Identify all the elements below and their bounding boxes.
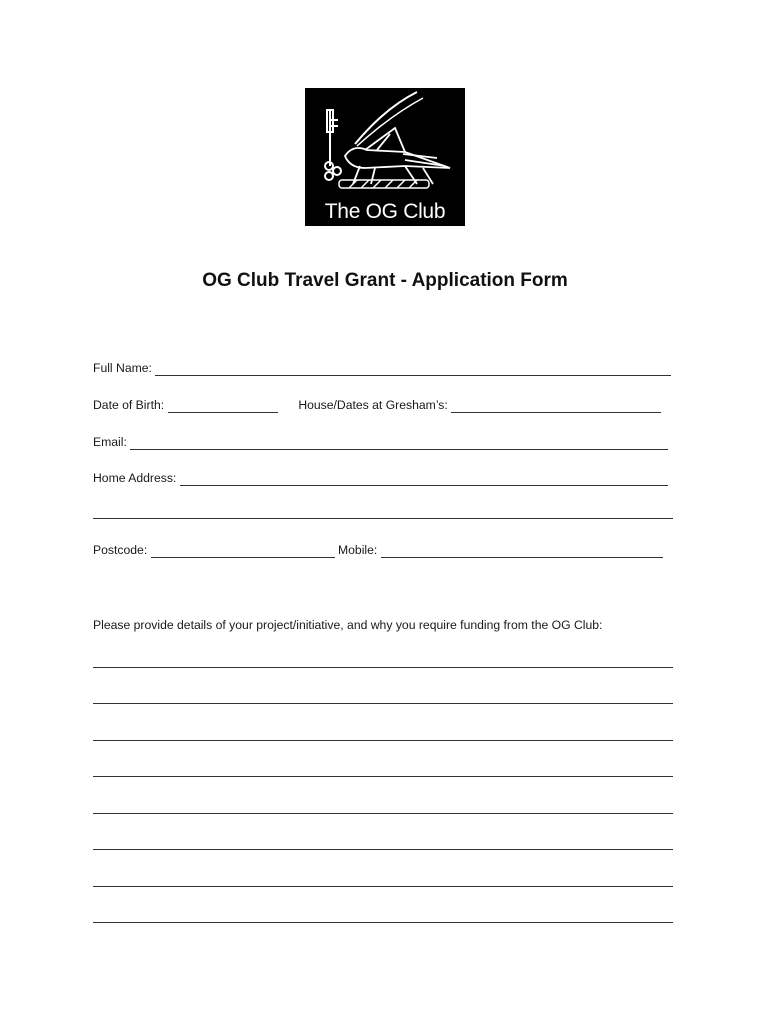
house-dates-field[interactable] — [451, 400, 661, 413]
postcode-label: Postcode: — [93, 543, 148, 557]
full-name-row — [93, 360, 671, 376]
og-club-logo — [305, 88, 465, 226]
project-details-line[interactable] — [93, 922, 673, 923]
project-details-line[interactable] — [93, 776, 673, 777]
project-details-line[interactable] — [93, 703, 673, 704]
project-details-line[interactable] — [93, 813, 673, 814]
mobile-field[interactable] — [381, 545, 663, 558]
full-name-field[interactable] — [155, 363, 671, 376]
dob-label: Date of Birth: — [93, 398, 165, 412]
project-details-line[interactable] — [93, 849, 673, 850]
home-address-label: Home Address: — [93, 471, 177, 485]
form-title: OG Club Travel Grant - Application Form — [202, 270, 568, 291]
email-field[interactable] — [130, 437, 668, 450]
dob-field[interactable] — [168, 400, 278, 413]
home-address-field[interactable] — [180, 473, 668, 486]
postcode-field[interactable] — [151, 545, 335, 558]
email-row — [93, 434, 668, 450]
home-address-line-2[interactable] — [93, 518, 673, 519]
postcode-mobile-row — [93, 542, 663, 558]
project-details-line[interactable] — [93, 886, 673, 887]
project-details-line[interactable] — [93, 667, 673, 668]
house-dates-label: House/Dates at Gresham’s: — [298, 398, 448, 412]
project-prompt: Please provide details of your project/initiative, and why you require funding from the OG Club: — [93, 618, 603, 632]
project-details-line[interactable] — [93, 740, 673, 741]
home-address-row — [93, 470, 668, 486]
logo-text: The OG Club — [324, 200, 446, 223]
full-name-label: Full Name: — [93, 361, 152, 375]
mobile-label: Mobile: — [337, 543, 378, 557]
dob-house-row — [93, 397, 661, 413]
email-label: Email: — [93, 435, 127, 449]
